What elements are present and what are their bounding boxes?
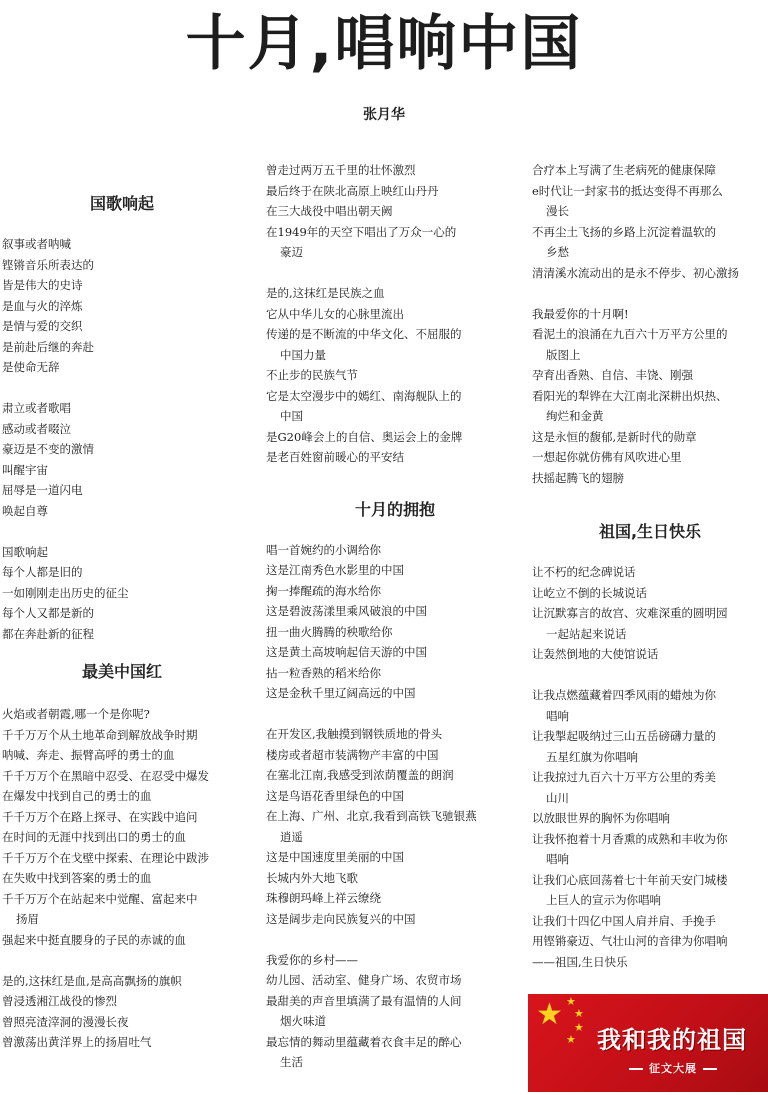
poem-line: 在塞北江南,我感受到浓荫覆盖的朗润 — [266, 768, 454, 782]
poem-line: 不再尘土飞扬的乡路上沉淀着温软的 — [532, 224, 716, 239]
poem-line: 是老百姓窗前暖心的平安结 — [266, 450, 404, 464]
poem-line: 让沉默寡言的故宫、灾难深重的圆明园 — [532, 606, 728, 620]
poem-line: 上巨人的宣示为你唱响 — [546, 893, 661, 907]
stanza — [266, 160, 524, 263]
poem-line: 唱响 — [546, 708, 569, 723]
section-heading-october-embrace: 十月的拥抱 — [354, 499, 435, 519]
column-1 — [2, 160, 242, 1053]
poem-line: 看阳光的犁铧在大江南北深耕出炽热、 — [532, 388, 728, 403]
section-heading-birthday: 祖国,生日快乐 — [598, 522, 702, 541]
poem-line: 唱响 — [546, 852, 569, 866]
banner-title: 我和我的祖国 — [597, 1025, 747, 1054]
star-icon: ★ — [536, 997, 563, 1032]
poem-line: 让我掣起吸纳过三山五岳磅礴力量的 — [532, 729, 716, 743]
poem-line: 在开发区,我触摸到钢铁质地的骨头 — [266, 727, 443, 741]
poem-line: 在上海、广州、北京,我看到高铁飞驰银燕 — [266, 809, 477, 823]
poem-line: ——祖国,生日快乐 — [532, 954, 628, 969]
poem-line: 它是太空漫步中的嫣红、南海舰队上的 — [266, 388, 462, 403]
poem-line: 曾照亮渣滓洞的漫漫长夜 — [2, 1014, 129, 1029]
poem-line: 铿锵音乐所表达的 — [2, 257, 94, 272]
poem-line: 版图上 — [546, 347, 581, 362]
poem-line: 唱一首婉约的小调给你 — [266, 542, 381, 557]
poem-line: 千千万万个从土地革命到解放战争时期 — [2, 727, 198, 742]
poem-line: 让不朽的纪念碑说话 — [532, 565, 636, 579]
poem-line: 屈辱是一道闪电 — [2, 483, 83, 497]
poem-line: 孕育出香熟、自信、丰饶、刚强 — [532, 368, 693, 382]
poem-line: 烟火味道 — [280, 1014, 326, 1028]
stanza — [2, 704, 242, 950]
poem-line: 这是中国速度里美丽的中国 — [266, 850, 404, 864]
poem-line: 是前赴后继的奔赴 — [2, 339, 94, 354]
poem-line: 它从中华儿女的心脉里流出 — [266, 306, 404, 321]
poem-line: 扭一曲火腾腾的秧歌给你 — [266, 624, 393, 639]
stanza — [266, 950, 524, 1073]
stanza — [2, 542, 242, 645]
poem-line: 长城内外大地飞歌 — [266, 870, 358, 885]
poem-line: 山川 — [546, 790, 569, 805]
poem-line: 清清溪水流动出的是永不停步、初心激扬 — [532, 265, 739, 280]
article-title: 十月,唱响中国 — [185, 9, 583, 79]
poem-line: 火焰或者朝霞,哪一个是你呢? — [2, 707, 150, 721]
stanza — [2, 234, 242, 378]
poem-line: 曾浸透湘江战役的惨烈 — [2, 994, 117, 1008]
poem-line: 幼儿园、活动室、健身广场、农贸市场 — [266, 973, 462, 987]
banner-subtitle: 征文大展 — [649, 1062, 697, 1075]
column-2 — [266, 160, 524, 1073]
stanza — [266, 540, 524, 704]
poem-line: 这是江南秀色水影里的中国 — [266, 563, 404, 577]
poem-line: e时代让一封家书的抵达变得不再那么 — [532, 183, 723, 198]
star-icon: ★ — [574, 1007, 584, 1020]
poem-line: 豪迈是不变的激情 — [2, 442, 94, 456]
poem-line: 我最爱你的十月啊! — [532, 306, 629, 321]
poem-line: 这是鸟语花香里绿色的中国 — [266, 788, 404, 803]
poem-line: 最忘情的舞动里蕴藏着衣食丰足的醉心 — [266, 1034, 462, 1049]
poem-line: 皆是伟大的史诗 — [2, 278, 83, 292]
poem-line: 拈一粒香熟的稻米给你 — [266, 665, 381, 680]
star-icon: ★ — [566, 995, 576, 1008]
poem-line: 国歌响起 — [2, 544, 48, 559]
poem-line: 逍遥 — [280, 829, 303, 844]
poem-line: 曾激荡出黄洋界上的扬眉吐气 — [2, 1035, 152, 1049]
poem-line: 让我们心底回荡着七十年前天安门城楼 — [532, 872, 728, 887]
poem-line: 绚烂和金黄 — [546, 409, 604, 423]
poem-line: 一想起你就仿佛有风吹进心里 — [532, 450, 682, 464]
poem-line: 叫醒宇宙 — [2, 462, 48, 477]
poem-line: 是血与火的淬炼 — [2, 298, 83, 313]
poem-line: 是的,这抹红是血,是高高飘扬的旗帜 — [2, 973, 182, 988]
poem-line: 乡愁 — [546, 245, 569, 259]
poem-line: 以放眼世界的胸怀为你唱响 — [532, 811, 670, 825]
poem-line: 让屹立不倒的长城说话 — [532, 585, 647, 600]
star-icon: ★ — [566, 1033, 576, 1046]
poem-line: 都在奔赴新的征程 — [2, 626, 94, 641]
poem-line: 在1949年的天空下唱出了万众一心的 — [266, 224, 457, 239]
stanza — [266, 724, 524, 929]
stanza — [532, 160, 768, 283]
poem-line: 豪迈 — [280, 245, 303, 259]
stanza — [266, 283, 524, 468]
poem-line: 这是阔步走向民族复兴的中国 — [266, 911, 416, 926]
poem-line: 在爆发中找到自己的勇士的血 — [2, 789, 152, 803]
poem-line: 中国 — [280, 409, 303, 423]
poem-line: 千千万万个在路上探寻、在实践中追问 — [2, 809, 198, 824]
poem-line: 让我掠过九百六十万平方公里的秀美 — [532, 770, 716, 784]
poem-line: 千千万万个在戈壁中探索、在理论中跋涉 — [2, 850, 209, 865]
poem-line: 最甜美的声音里填满了最有温情的人间 — [266, 993, 462, 1008]
poem-line: 唤起自尊 — [2, 503, 48, 518]
poem-line: 强起来中挺直腰身的子民的赤诚的血 — [2, 932, 186, 947]
poem-line: 每个人又都是新的 — [2, 606, 94, 620]
poem-line: 在失败中找到答案的勇士的血 — [2, 871, 152, 885]
poem-line: 是的,这抹红是民族之血 — [266, 286, 385, 300]
poem-line: 呐喊、奔走、振臂高呼的勇士的血 — [2, 748, 175, 762]
poem-line: 让轰然倒地的大使馆说话 — [532, 647, 659, 661]
banner-subtitle-wrap — [588, 1060, 758, 1076]
poem-line: 千千万万个在站起来中觉醒、富起来中 — [2, 891, 198, 906]
author-name: 张月华 — [363, 107, 405, 123]
section-heading-china-red: 最美中国红 — [81, 662, 162, 681]
poem-line: 在三大战役中唱出朝天阙 — [266, 204, 393, 218]
poem-line: 用铿锵豪迈、气壮山河的音律为你唱响 — [532, 934, 728, 948]
column-3 — [532, 160, 768, 972]
poem-line: 生活 — [280, 1055, 303, 1069]
poem-line: 扶摇起腾飞的翅膀 — [532, 470, 624, 485]
poem-line: 这是黄土高坡响起信天游的中国 — [266, 645, 427, 659]
stanza — [2, 398, 242, 521]
star-icon: ★ — [574, 1021, 584, 1034]
poem-line: 是使命无辞 — [2, 360, 60, 374]
poem-line: 最后终于在陕北高原上映红山丹丹 — [266, 183, 439, 198]
stanza — [532, 304, 768, 489]
poem-line: 扬眉 — [16, 912, 39, 926]
poem-line: 五星红旗为你唱响 — [546, 749, 638, 764]
poem-line: 楼房或者超市装满物产丰富的中国 — [266, 747, 439, 762]
poem-line: 中国力量 — [280, 347, 326, 362]
stanza — [532, 562, 768, 665]
poem-line: 一如刚刚走出历史的征尘 — [2, 585, 129, 600]
poem-line: 这是碧波荡漾里乘风破浪的中国 — [266, 604, 427, 618]
poem-line: 肃立或者歌唱 — [2, 401, 71, 415]
poem-line: 这是永恒的馥郁,是新时代的勋章 — [532, 429, 697, 444]
poem-line: 叙事或者呐喊 — [2, 237, 71, 251]
poem-line: 让我们十四亿中国人肩并肩、手挽手 — [532, 913, 716, 928]
poem-line: 每个人都是旧的 — [2, 565, 83, 579]
poem-line: 曾走过两万五千里的壮怀激烈 — [266, 163, 416, 177]
poem-line: 传递的是不断流的中华文化、不屈服的 — [266, 327, 462, 341]
poem-line: 让我点燃蕴藏着四季风雨的蜡烛为你 — [532, 688, 716, 702]
poem-line: 合疗本上写满了生老病死的健康保障 — [532, 163, 716, 177]
essay-contest-banner — [528, 994, 768, 1092]
stanza — [2, 971, 242, 1053]
poem-line: 感动或者啜泣 — [2, 421, 71, 436]
poem-line: 不止步的民族气节 — [266, 368, 358, 382]
poem-line: 漫长 — [546, 204, 569, 218]
dash-divider — [703, 1068, 717, 1070]
section-heading-anthem: 国歌响起 — [89, 194, 154, 213]
poem-line: 看泥土的浪涌在九百六十万平方公里的 — [532, 327, 728, 341]
stanza — [532, 685, 768, 972]
dash-divider — [629, 1068, 643, 1070]
poem-line: 是情与爱的交织 — [2, 319, 83, 333]
poem-line: 在时间的无涯中找到出口的勇士的血 — [2, 830, 186, 844]
poem-line: 掬一捧醒疏的海水给你 — [266, 583, 381, 598]
poem-line: 珠穆朗玛峰上祥云缭绕 — [266, 891, 381, 905]
poem-line: 是G20峰会上的自信、奥运会上的金牌 — [266, 429, 463, 444]
poem-line: 一起站起来说话 — [546, 626, 627, 641]
poem-line: 这是金秋千里辽阔高远的中国 — [266, 686, 416, 700]
poem-line: 千千万万个在黑暗中忍受、在忍受中爆发 — [2, 768, 209, 783]
poem-line: 我爱你的乡村—— — [266, 952, 358, 967]
poem-line: 让我怀抱着十月香熏的成熟和丰收为你 — [532, 831, 728, 846]
